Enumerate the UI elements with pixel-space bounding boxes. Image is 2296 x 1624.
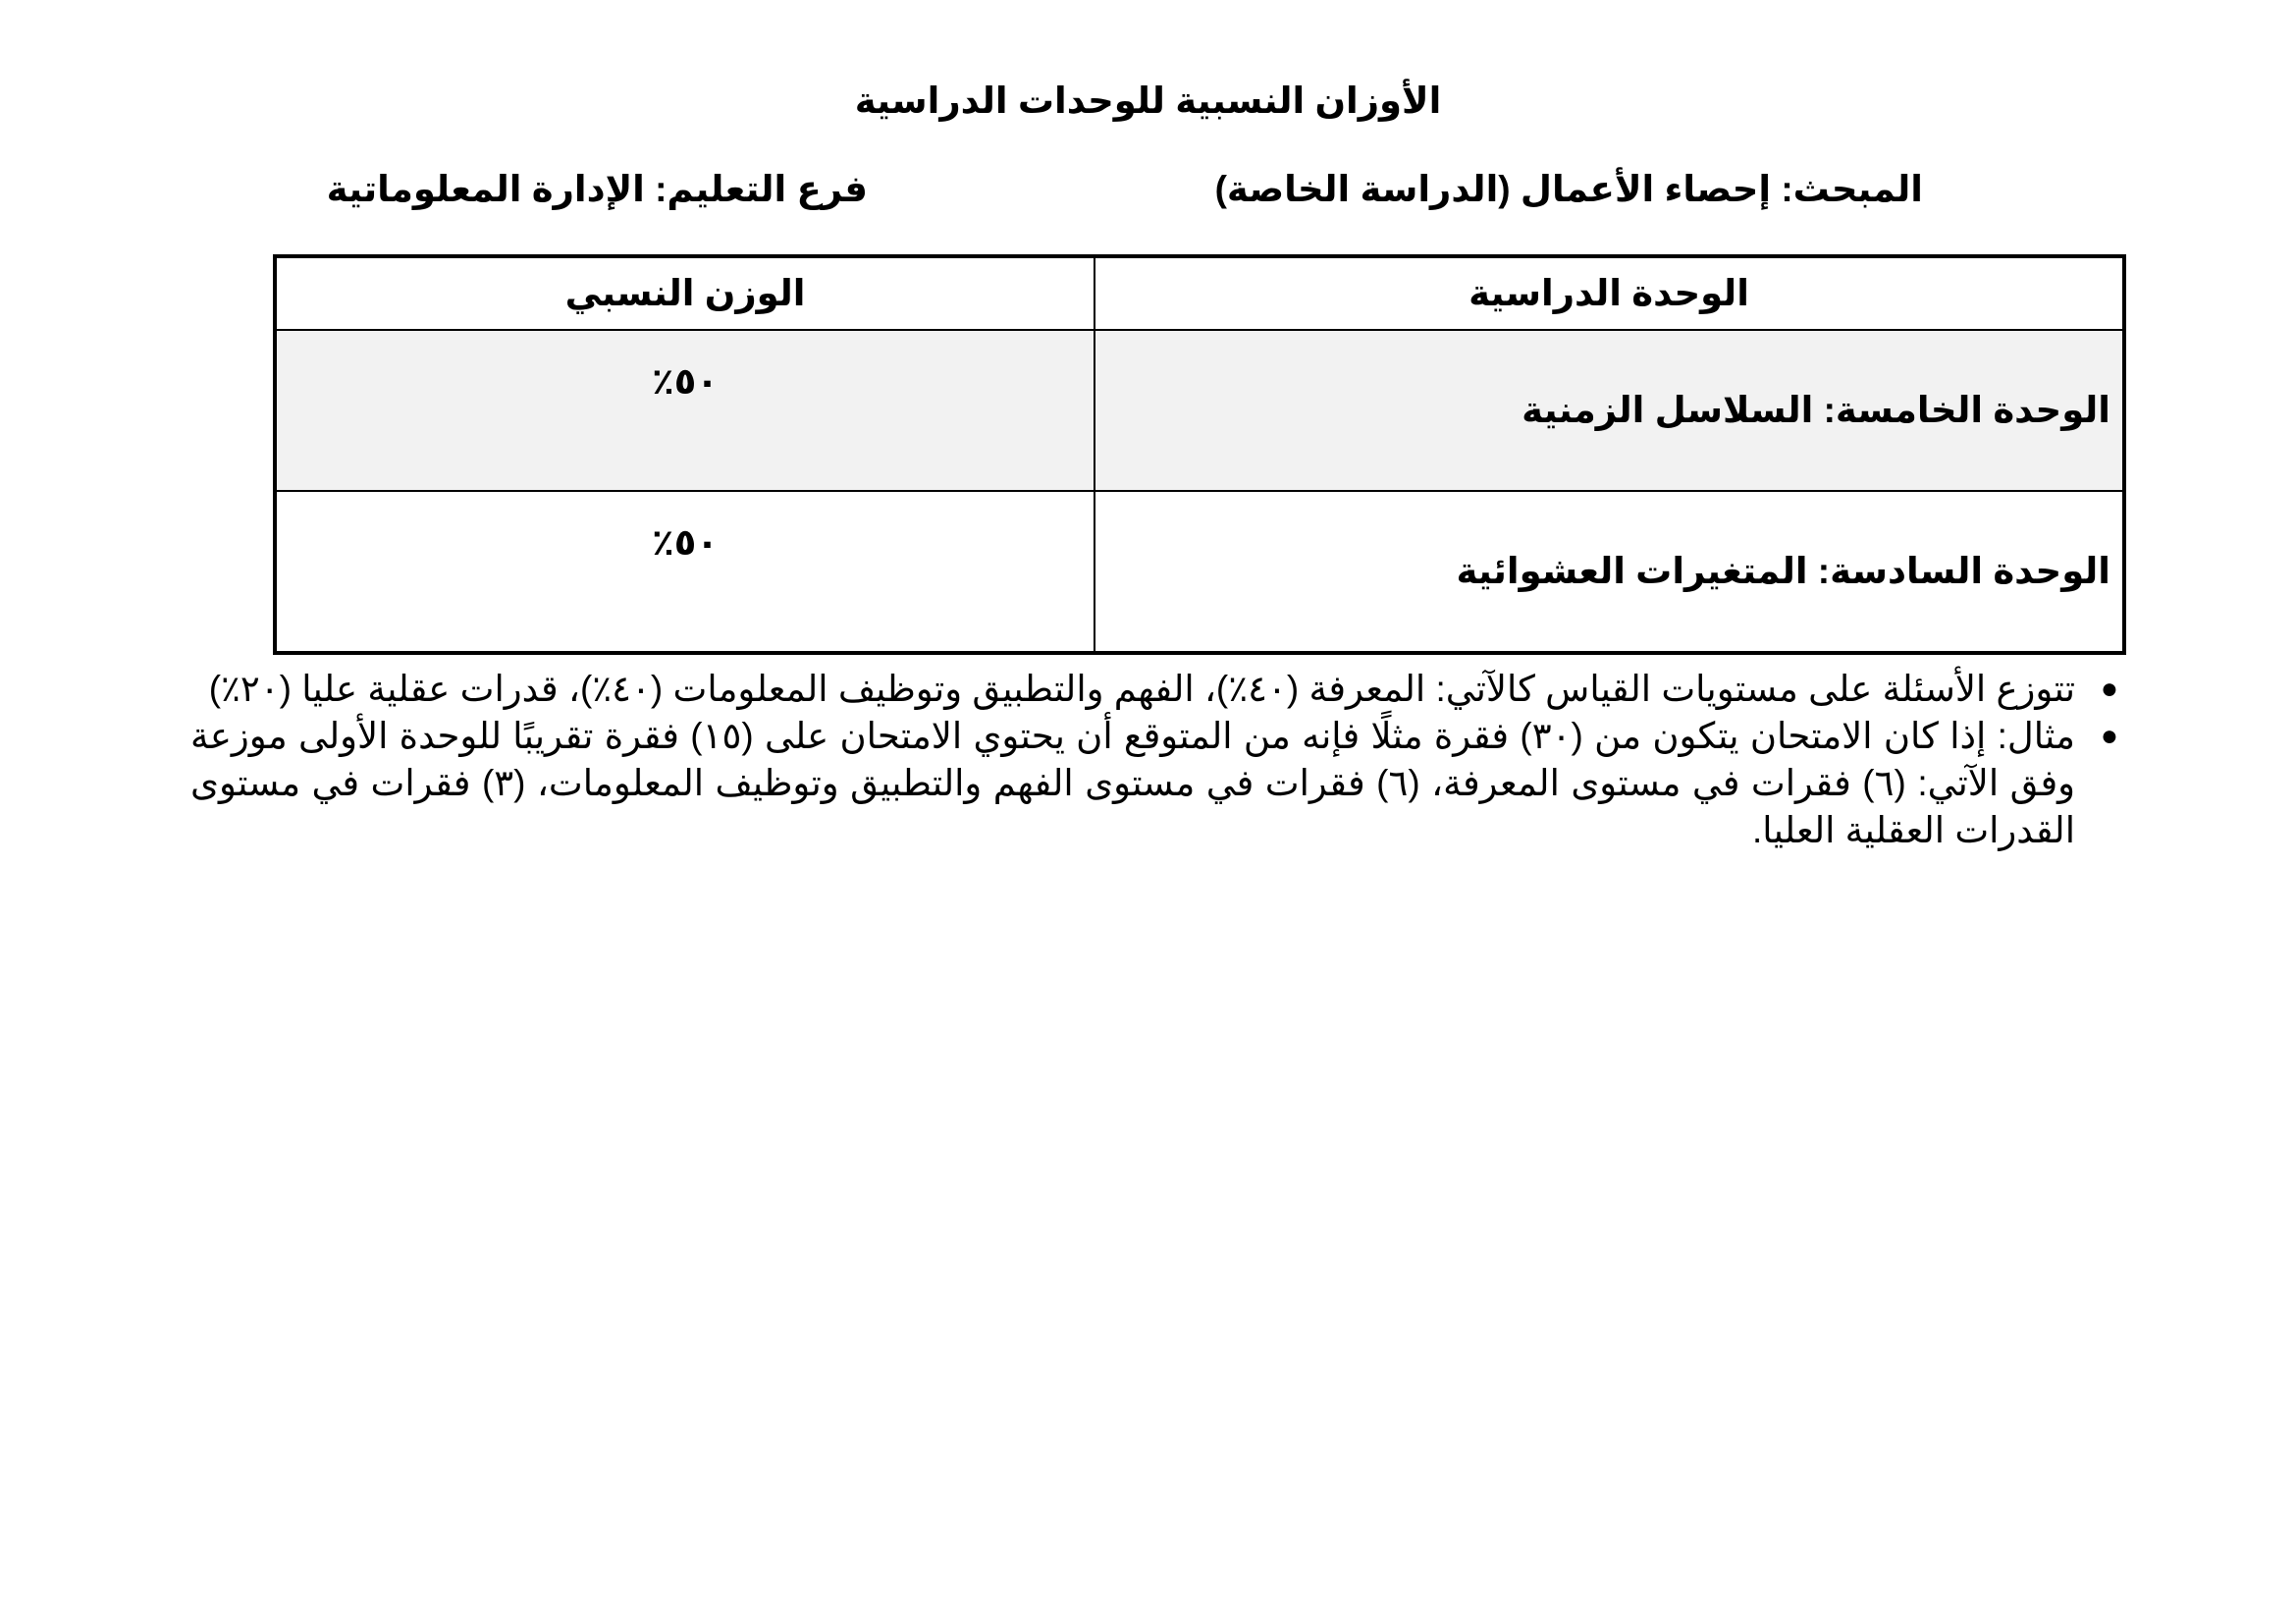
list-item — [190, 713, 2118, 854]
list-item — [190, 666, 2118, 713]
table-row — [275, 491, 2124, 653]
weights-table — [273, 254, 2126, 655]
bullet-icon: ● — [2100, 720, 2118, 752]
note-text: تتوزع الأسئلة على مستويات القياس كالآتي: المعرفة (٤٠٪)، الفهم والتطبيق وتوظيف المعلومات (٤٠٪)، قدرات عقلية عليا (٢٠٪) — [208, 669, 2075, 709]
bullet-icon: ● — [2100, 673, 2118, 705]
table-row — [275, 330, 2124, 491]
unit-cell: الوحدة السادسة: المتغيرات العشوائية — [1095, 491, 2124, 653]
weight-cell: ٥٠٪ — [275, 330, 1095, 491]
table-header-row — [275, 256, 2124, 330]
subject-label: المبحث: إحصاء الأعمال (الدراسة الخاصة) — [1214, 169, 1923, 209]
header-unit: الوحدة الدراسية — [1095, 256, 2124, 330]
unit-cell: الوحدة الخامسة: السلاسل الزمنية — [1095, 330, 2124, 491]
header-weight: الوزن النسبي — [275, 256, 1095, 330]
note-text: مثال: إذا كان الامتحان يتكون من (٣٠) فقرة مثلًا فإنه من المتوقع أن يحتوي الامتحان على (١٥) فقرة تقريبًا للوحدة الأولى موزعة وفق الآتي: (٦) فقرات في مستوى المعرفة، (٦) فقرات في مستوى الفهم والتطبيق وتوظيف المعلومات، (٣) فقرات في مستوى القدرات العقلية العليا. — [190, 716, 2076, 850]
page-title: الأوزان النسبية للوحدات الدراسية — [854, 81, 1442, 121]
weight-cell: ٥٠٪ — [275, 491, 1095, 653]
branch-label: فرع التعليم: الإدارة المعلوماتية — [326, 169, 868, 209]
notes-list — [190, 666, 2118, 854]
